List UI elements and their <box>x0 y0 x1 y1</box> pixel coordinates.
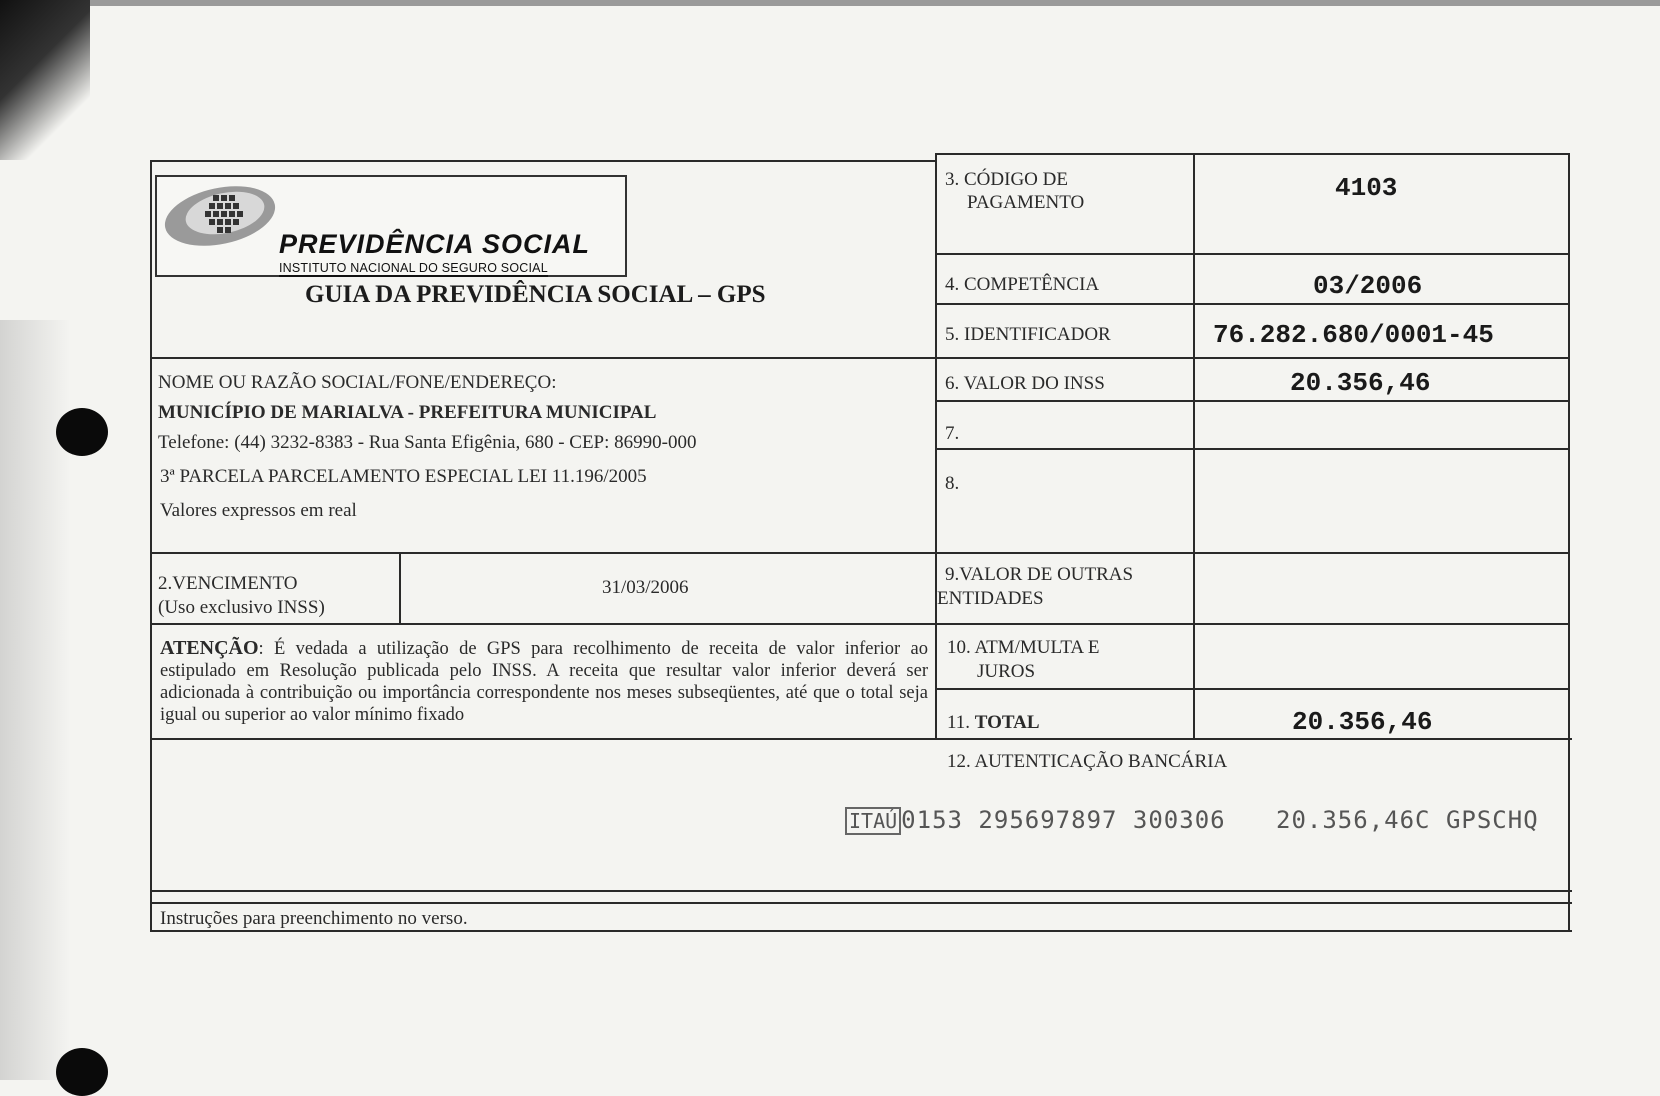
rule <box>936 400 1570 402</box>
rule <box>150 930 1572 932</box>
identificador-label: 5. IDENTIFICADOR <box>945 324 1111 345</box>
valor-inss-label: 6. VALOR DO INSS <box>945 373 1105 394</box>
bank-logo: ITAÚ <box>845 807 901 835</box>
atm-multa-label: 10. ATM/MULTA E <box>947 637 1100 658</box>
attention-heading: ATENÇÃO <box>160 637 259 659</box>
contribuinte-nome: MUNICÍPIO DE MARIALVA - PREFEITURA MUNICIPAL <box>158 402 657 423</box>
authentication-number: 0153 295697897 300306 <box>901 806 1226 834</box>
rule <box>399 553 401 624</box>
inss-logo-box <box>155 175 627 277</box>
valor-inss-value: 20.356,46 <box>1290 368 1431 398</box>
footer-instructions: Instruções para preenchimento no verso. <box>160 908 468 929</box>
total-value: 20.356,46 <box>1292 707 1433 737</box>
total-label-text: TOTAL <box>974 712 1040 733</box>
rule <box>935 153 937 740</box>
rule <box>936 448 1570 450</box>
authentication-amount: 20.356,46C GPSCHQ <box>1276 806 1539 834</box>
rule <box>150 890 1572 892</box>
rule <box>936 688 1570 690</box>
previdencia-globe-icon <box>161 181 279 251</box>
contribuinte-parcela: 3ª PARCELA PARCELAMENTO ESPECIAL LEI 11.196/2005 <box>160 466 647 487</box>
rule <box>1193 153 1195 740</box>
rule <box>150 623 1570 625</box>
contribuinte-valores: Valores expressos em real <box>160 500 357 521</box>
logo-subtitle: INSTITUTO NACIONAL DO SEGURO SOCIAL <box>279 261 548 275</box>
outras-entidades-label-2: ENTIDADES <box>937 588 1044 609</box>
attention-notice <box>160 637 928 726</box>
competencia-value: 03/2006 <box>1313 271 1423 301</box>
vencimento-label-2: (Uso exclusivo INSS) <box>158 597 325 618</box>
codigo-label: 3. CÓDIGO DE <box>945 169 1068 190</box>
rule <box>150 357 1570 359</box>
attention-text: : É vedada a utilização de GPS para recolhimento de receita de valor inferior ao estipulado em Resolução publicada pelo INSS. A receita que resultar valor inferior deverá ser adicionada à contribuição ou importância correspondente nos meses subseqüentes, até que o total seja igual ou superior ao valor mínimo fixado <box>160 639 928 725</box>
contribuinte-endereco: Telefone: (44) 3232-8383 - Rua Santa Efigênia, 680 - CEP: 86990-000 <box>158 432 697 453</box>
atm-multa-label-2: JUROS <box>977 661 1036 682</box>
rule <box>150 160 937 162</box>
rule <box>150 902 1572 904</box>
autenticacao-label: 12. AUTENTICAÇÃO BANCÁRIA <box>947 751 1228 772</box>
field-8-label: 8. <box>945 473 960 494</box>
identificador-value: 76.282.680/0001-45 <box>1213 320 1494 350</box>
rule <box>150 160 152 932</box>
total-label-num: 11. <box>947 712 971 733</box>
logo-name: PREVIDÊNCIA SOCIAL <box>279 229 591 259</box>
form-title: GUIA DA PREVIDÊNCIA SOCIAL – GPS <box>305 281 766 308</box>
rule <box>150 738 1572 740</box>
outras-entidades-label: 9.VALOR DE OUTRAS <box>945 564 1134 585</box>
vencimento-label: 2.VENCIMENTO <box>158 573 298 594</box>
rule <box>150 552 1570 554</box>
competencia-label: 4. COMPETÊNCIA <box>945 274 1100 295</box>
contribuinte-label: NOME OU RAZÃO SOCIAL/FONE/ENDEREÇO: <box>158 372 557 393</box>
rule <box>936 153 1570 155</box>
total-label <box>947 713 1040 732</box>
rule <box>936 253 1570 255</box>
rule <box>1568 153 1570 932</box>
codigo-label-2: PAGAMENTO <box>967 192 1085 213</box>
rule <box>936 303 1570 305</box>
field-7-label: 7. <box>945 423 960 444</box>
bank-authentication-codes <box>845 806 1226 835</box>
codigo-value: 4103 <box>1335 173 1398 203</box>
vencimento-value: 31/03/2006 <box>602 577 689 598</box>
